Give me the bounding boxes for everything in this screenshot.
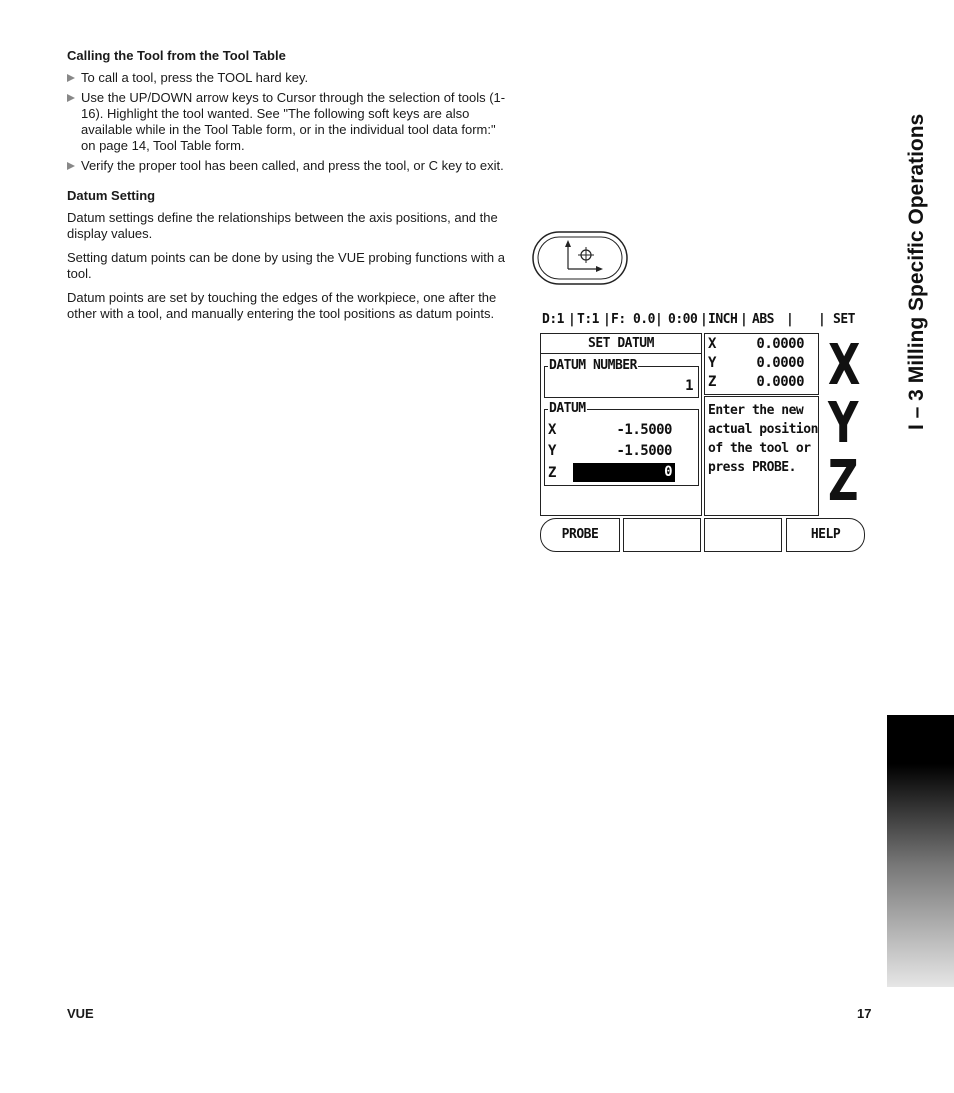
status-mode: ABS <box>752 312 774 327</box>
triangle-right-icon <box>67 74 75 82</box>
axis-readout-panel <box>704 333 819 395</box>
status-divider: | <box>568 312 576 327</box>
form-title: SET DATUM <box>588 336 654 351</box>
datum-number-label: DATUM NUMBER <box>549 358 637 373</box>
paragraph: Datum points are set by touching the edges of the workpiece, one after the other with a tool, and manually entering the tool positions as datum points. <box>67 290 497 321</box>
status-divider: | <box>818 312 826 327</box>
bullet-text: To call a tool, press the TOOL hard key. <box>81 70 309 85</box>
datum-value-y[interactable]: -1.5000 <box>616 443 672 459</box>
status-divider: | <box>603 312 611 327</box>
status-divider: | <box>655 312 663 327</box>
status-units: INCH <box>708 312 738 327</box>
readout-value-y: 0.0000 <box>756 355 804 371</box>
help-message-panel <box>704 396 819 516</box>
status-time: 0:00 <box>668 312 698 327</box>
triangle-right-icon <box>67 162 75 170</box>
datum-axis-x: X <box>548 422 556 438</box>
big-axis-z: Z <box>828 449 859 514</box>
softkey-probe[interactable]: PROBE <box>540 518 620 552</box>
datum-value-x[interactable]: -1.5000 <box>616 422 672 438</box>
bullet-step <box>67 90 512 154</box>
datum-number-value: 1 <box>685 378 693 394</box>
help-line: press PROBE. <box>708 460 796 475</box>
readout-value-x: 0.0000 <box>756 336 804 352</box>
section-heading-calling-tool: Calling the Tool from the Tool Table <box>67 48 286 63</box>
status-bar <box>540 312 868 328</box>
bullet-step <box>67 70 512 86</box>
set-datum-form <box>540 333 702 516</box>
paragraph: Setting datum points can be done by using the VUE probing functions with a tool. <box>67 250 505 281</box>
help-line: Enter the new <box>708 403 804 418</box>
datum-key-icon <box>532 231 628 285</box>
bullet-text: Verify the proper tool has been called, and press the tool, or C key to exit. <box>81 158 504 173</box>
chapter-side-title: I – 3 Milling Specific Operations <box>905 113 928 430</box>
softkey-blank-3[interactable] <box>704 518 782 552</box>
status-divider: | <box>700 312 708 327</box>
readout-axis-z: Z <box>708 374 716 390</box>
chapter-tab <box>887 715 954 987</box>
text-column <box>67 48 512 330</box>
readout-axis-x: X <box>708 336 716 352</box>
big-axis-y: Y <box>828 391 859 456</box>
bullet-text: Use the UP/DOWN arrow keys to Cursor through the selection of tools (1-16). Highlight the tool wanted. See "The following soft keys are also available while in the Tool Table form, or in the individual tool data form:" on page 14, Tool Table form. <box>81 90 506 153</box>
status-divider: | <box>740 312 748 327</box>
softkey-blank-2[interactable] <box>623 518 701 552</box>
footer-product: VUE <box>67 1006 94 1021</box>
status-tool: T:1 <box>577 312 599 327</box>
datum-number-field[interactable] <box>544 358 699 398</box>
help-line: actual position <box>708 422 818 437</box>
datum-z-highlight[interactable] <box>573 463 675 482</box>
paragraph: Datum settings define the relationships between the axis positions, and the display values. <box>67 210 498 241</box>
readout-axis-y: Y <box>708 355 716 371</box>
help-line: of the tool or <box>708 441 811 456</box>
status-datum: D:1 <box>542 312 564 327</box>
bullet-step <box>67 158 512 174</box>
status-divider: | <box>786 312 794 327</box>
datum-value-z: 0 <box>664 464 672 480</box>
dro-screen <box>538 308 868 554</box>
section-heading-datum-setting: Datum Setting <box>67 188 156 203</box>
big-axis-x: X <box>828 333 861 398</box>
softkey-help[interactable]: HELP <box>786 518 865 552</box>
status-feed: F: 0.0 <box>611 312 655 327</box>
datum-label: DATUM <box>549 401 586 416</box>
page-number: 17 <box>857 1006 872 1021</box>
status-set: SET <box>833 312 855 327</box>
triangle-right-icon <box>67 94 75 102</box>
datum-fieldset <box>544 401 699 486</box>
datum-axis-y: Y <box>548 443 556 459</box>
datum-axis-z: Z <box>548 465 556 481</box>
readout-value-z: 0.0000 <box>756 374 804 390</box>
